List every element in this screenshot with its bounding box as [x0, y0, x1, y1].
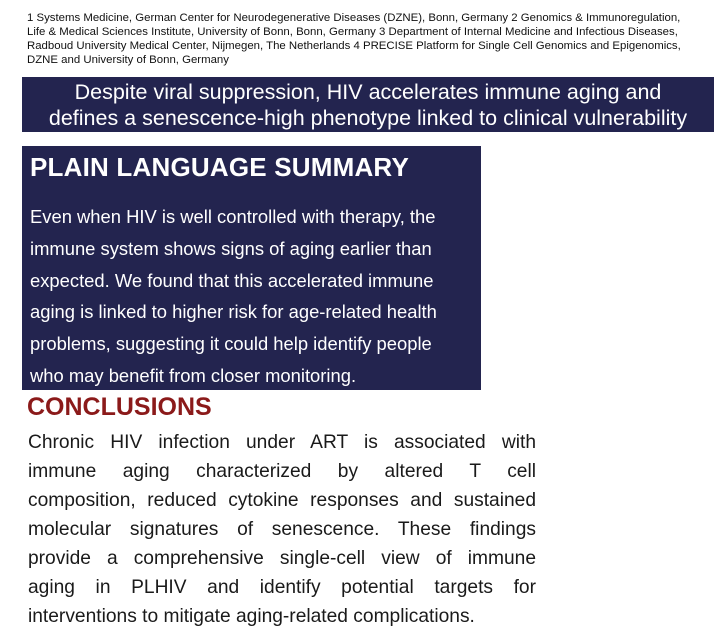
conclusions-line: composition, reduced cytokine responses and sustained: [28, 490, 536, 511]
summary-line: expected. We found that this accelerated immune: [30, 269, 434, 291]
plain-language-summary-text: [30, 201, 481, 392]
poster-title-banner: [22, 77, 714, 132]
conclusions-text: [28, 428, 536, 631]
conclusions-heading: CONCLUSIONS: [27, 393, 212, 421]
affiliations: 1 Systems Medicine, German Center for Neurodegenerative Diseases (DZNE), Bonn, Germany 2 Genomics & Immunoregulation, Life & Medical Sciences Institute, University of Bonn, Bonn, Germany 3 Department of Internal Medicine and Infectious Diseases, Radboud University Medical Center, Nijmegen, The Netherlands 4 PRECISE Platform for Single Cell Genomics and Epigenomics, DZNE and University of Bonn, Germany: [27, 12, 681, 66]
conclusions-line: provide a comprehensive single-cell view of immune: [28, 548, 536, 569]
summary-line: aging is linked to higher risk for age-related health: [30, 301, 437, 323]
summary-line: problems, suggesting it could help identify people: [30, 333, 432, 355]
conclusions-line: interventions to mitigate aging-related complications.: [28, 606, 475, 627]
summary-line: who may benefit from closer monitoring.: [30, 364, 357, 386]
title-line: defines a senescence-high phenotype linked to clinical vulnerability: [48, 106, 688, 130]
conclusions-line: immune aging characterized by altered T cell: [28, 461, 536, 482]
summary-line: Even when HIV is well controlled with therapy, the: [30, 206, 436, 227]
summary-line: immune system shows signs of aging earlier than: [30, 237, 432, 259]
conclusions-line: aging in PLHIV and identify potential targets for: [28, 577, 536, 598]
plain-language-summary-heading: PLAIN LANGUAGE SUMMARY: [30, 152, 409, 182]
conclusions-line: Chronic HIV infection under ART is associated with: [28, 432, 536, 453]
conclusions-line: molecular signatures of senescence. These findings: [28, 519, 536, 540]
title-line: Despite viral suppression, HIV accelerates immune aging and: [74, 80, 662, 104]
plain-language-summary-box: [22, 146, 481, 390]
